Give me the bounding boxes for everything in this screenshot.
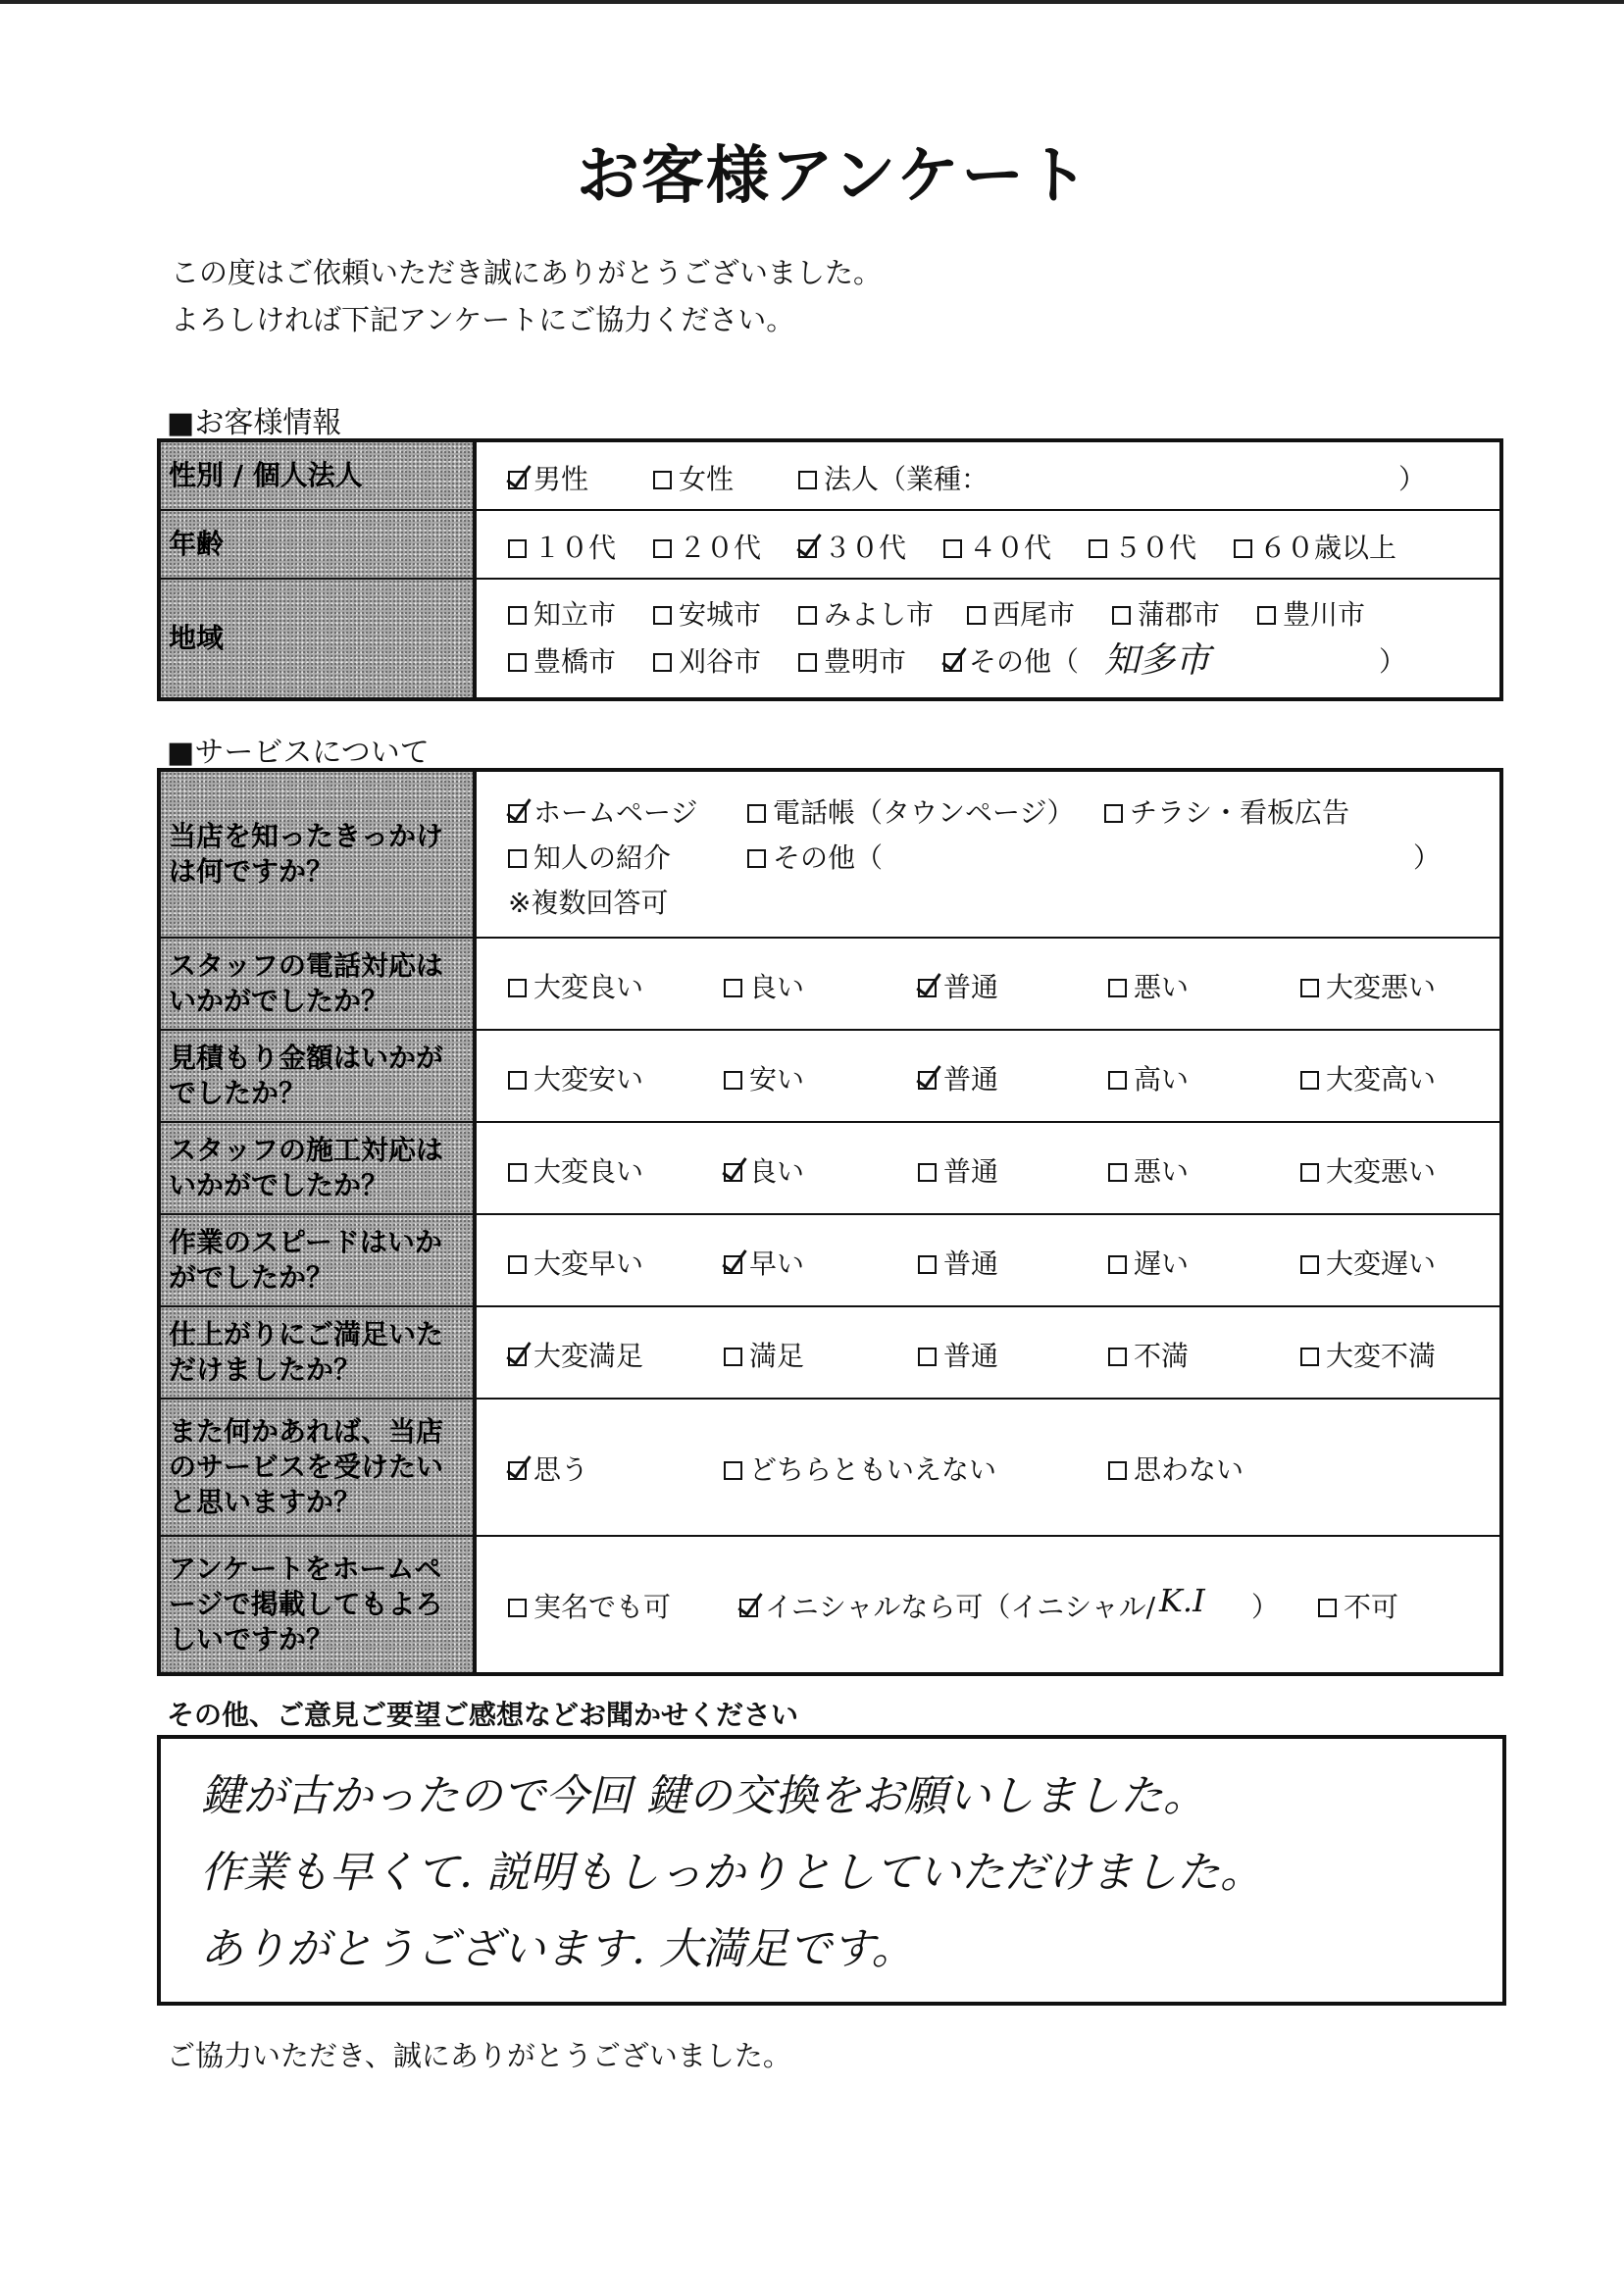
intro-line-1: この度はご依頼いただき誠にありがとうございました。 — [171, 256, 883, 289]
option-referral[interactable]: 知人の紹介 — [508, 837, 671, 876]
option-nishio[interactable]: 西尾市 — [967, 593, 1075, 633]
checkbox-icon — [918, 979, 937, 997]
checkbox-icon — [967, 606, 986, 625]
checkbox-icon — [798, 539, 817, 558]
speed-label: 作業のスピードはいかがでしたか？ — [159, 1214, 475, 1306]
option-homepage[interactable]: ホームページ — [508, 791, 697, 831]
option-finish-satisfied[interactable]: 満足 — [724, 1335, 804, 1374]
estimate-label: 見積もり金額はいかがでしたか？ — [159, 1030, 475, 1122]
gender-label: 性別 / 個人法人 — [159, 440, 475, 510]
comment-box[interactable] — [157, 1735, 1506, 2006]
option-estimate-normal[interactable]: 普通 — [918, 1058, 998, 1097]
checkbox-icon — [508, 979, 527, 997]
option-estimate-very-high[interactable]: 大変高い — [1300, 1058, 1436, 1097]
checkbox-icon — [1300, 1255, 1319, 1274]
checkbox-icon — [1234, 539, 1252, 558]
close-paren: ） — [1251, 1591, 1280, 1623]
comment-line-1: 鍵が古かったので今回 鍵の交換をお願いしました。 — [200, 1771, 1206, 1821]
comment-line-3: ありがとうございます. 大満足です。 — [200, 1924, 915, 1974]
option-work-normal[interactable]: 普通 — [918, 1150, 998, 1190]
checkbox-icon — [508, 471, 527, 489]
option-again-no[interactable]: 思わない — [1108, 1449, 1243, 1488]
option-toyohashi[interactable]: 豊橋市 — [508, 640, 616, 680]
checkbox-icon — [1112, 606, 1131, 625]
option-age-60plus[interactable]: ６０歳以上 — [1234, 527, 1396, 566]
option-estimate-very-cheap[interactable]: 大変安い — [508, 1058, 643, 1097]
checkbox-icon — [918, 1255, 937, 1274]
checkbox-icon — [508, 849, 527, 868]
checkbox-icon — [798, 606, 817, 625]
checkbox-icon — [724, 1461, 742, 1480]
checkbox-icon — [1318, 1599, 1337, 1617]
checkbox-icon — [508, 653, 527, 672]
checkbox-icon — [653, 539, 672, 558]
option-toyoake[interactable]: 豊明市 — [798, 640, 906, 680]
checkbox-icon — [747, 804, 766, 823]
option-age-20s[interactable]: ２０代 — [653, 527, 761, 566]
option-chiryu[interactable]: 知立市 — [508, 593, 616, 633]
checkbox-icon — [724, 1071, 742, 1090]
finish-label: 仕上がりにご満足いただけましたか？ — [159, 1306, 475, 1399]
checkbox-icon — [739, 1599, 758, 1617]
checkbox-icon — [1108, 1071, 1127, 1090]
checkbox-icon — [747, 849, 766, 868]
intro-line-2: よろしければ下記アンケートにご協力ください。 — [171, 303, 795, 336]
option-gamagori[interactable]: 蒲郡市 — [1112, 593, 1220, 633]
checkbox-icon — [1108, 979, 1127, 997]
checkbox-icon — [653, 606, 672, 625]
option-again-neutral[interactable]: どちらともいえない — [724, 1449, 996, 1488]
option-publish-initials[interactable]: イニシャルなら可（イニシャル/ — [739, 1586, 1155, 1625]
checkbox-icon — [653, 471, 672, 489]
option-work-very-bad[interactable]: 大変悪い — [1300, 1150, 1436, 1190]
publish-initials-value: K.I — [1159, 1582, 1205, 1619]
section-service: ■サービスについて — [167, 736, 430, 770]
option-speed-slow[interactable]: 遅い — [1108, 1243, 1189, 1282]
option-phonebook[interactable]: 電話帳（タウンページ） — [747, 791, 1074, 831]
checkbox-icon — [508, 1348, 527, 1366]
option-male[interactable]: 男性 — [508, 458, 588, 497]
top-rule — [0, 0, 1624, 4]
checkbox-icon — [918, 1163, 937, 1182]
checkbox-icon — [724, 979, 742, 997]
checkbox-icon — [508, 606, 527, 625]
publish-label: アンケートをホームページで掲載してもよろしいですか？ — [159, 1536, 475, 1674]
region-label: 地域 — [159, 579, 475, 699]
option-work-bad[interactable]: 悪い — [1108, 1150, 1189, 1190]
checkbox-icon — [918, 1071, 937, 1090]
option-age-10s[interactable]: １０代 — [508, 527, 616, 566]
checkbox-icon — [943, 539, 962, 558]
option-publish-no[interactable]: 不可 — [1318, 1586, 1398, 1625]
checkbox-icon — [508, 1163, 527, 1182]
close-paren: ） — [1398, 463, 1427, 495]
work-label: スタッフの施工対応はいかがでしたか？ — [159, 1122, 475, 1214]
option-finish-very-satisfied[interactable]: 大変満足 — [508, 1335, 643, 1374]
option-speed-normal[interactable]: 普通 — [918, 1243, 998, 1282]
section-customer-info: ■お客様情報 — [167, 406, 342, 440]
checkbox-icon — [724, 1348, 742, 1366]
checkbox-icon — [1108, 1255, 1127, 1274]
how-found-label: 当店を知ったきっかけは何ですか？ — [159, 770, 475, 938]
checkbox-icon — [1089, 539, 1107, 558]
checkbox-icon — [1300, 1163, 1319, 1182]
option-phone-very-good[interactable]: 大変良い — [508, 966, 643, 1005]
checkbox-icon — [724, 1255, 742, 1274]
option-phone-very-bad[interactable]: 大変悪い — [1300, 966, 1436, 1005]
option-female[interactable]: 女性 — [653, 458, 734, 497]
checkbox-icon — [508, 539, 527, 558]
option-age-30s[interactable]: ３０代 — [798, 527, 906, 566]
option-speed-very-slow[interactable]: 大変遅い — [1300, 1243, 1436, 1282]
checkbox-icon — [1108, 1163, 1127, 1182]
comment-line-2: 作業も早くて. 説明もしっかりとしていただけました。 — [200, 1848, 1263, 1898]
region-other-value: 知多市 — [1104, 640, 1211, 681]
close-paren: ） — [1413, 841, 1442, 874]
option-work-good[interactable]: 良い — [724, 1150, 804, 1190]
close-paren: ） — [1379, 645, 1407, 678]
option-age-40s[interactable]: ４０代 — [943, 527, 1051, 566]
age-label: 年齢 — [159, 510, 475, 579]
checkbox-icon — [798, 471, 817, 489]
option-region-other[interactable]: その他（ — [943, 640, 1079, 680]
option-flyer[interactable]: チラシ・看板広告 — [1104, 791, 1349, 831]
checkbox-icon — [508, 804, 527, 823]
page-title: お客様アンケート — [576, 140, 1091, 213]
option-estimate-cheap[interactable]: 安い — [724, 1058, 804, 1097]
service-table — [157, 768, 1503, 1676]
checkbox-icon — [1257, 606, 1276, 625]
option-speed-fast[interactable]: 早い — [724, 1243, 804, 1282]
checkbox-icon — [653, 653, 672, 672]
again-label: また何かあれば、当店のサービスを受けたいと思いますか？ — [159, 1399, 475, 1536]
checkbox-icon — [508, 1461, 527, 1480]
footer-thanks: ご協力いただき、誠にありがとうございました。 — [167, 2039, 791, 2072]
multiple-answers-note: ※複数回答可 — [508, 887, 669, 919]
checkbox-icon — [724, 1163, 742, 1182]
option-phone-normal[interactable]: 普通 — [918, 966, 998, 1005]
checkbox-icon — [1300, 1348, 1319, 1366]
checkbox-icon — [508, 1599, 527, 1617]
option-toyokawa[interactable]: 豊川市 — [1257, 593, 1365, 633]
option-phone-bad[interactable]: 悪い — [1108, 966, 1189, 1005]
phone-label: スタッフの電話対応はいかがでしたか？ — [159, 938, 475, 1030]
option-corporate[interactable]: 法人（業種： — [798, 458, 989, 497]
checkbox-icon — [1300, 979, 1319, 997]
option-speed-very-fast[interactable]: 大変早い — [508, 1243, 643, 1282]
option-phone-good[interactable]: 良い — [724, 966, 804, 1005]
option-age-50s[interactable]: ５０代 — [1089, 527, 1196, 566]
option-estimate-high[interactable]: 高い — [1108, 1058, 1189, 1097]
comment-heading: その他、ご意見ご要望ご感想などお聞かせください — [167, 1699, 799, 1731]
option-work-very-good[interactable]: 大変良い — [508, 1150, 643, 1190]
option-miyoshi[interactable]: みよし市 — [798, 593, 934, 633]
option-publish-real-name[interactable]: 実名でも可 — [508, 1586, 671, 1625]
checkbox-icon — [508, 1071, 527, 1090]
checkbox-icon — [798, 653, 817, 672]
option-finish-unsatisfied[interactable]: 不満 — [1108, 1335, 1189, 1374]
option-kariya[interactable]: 刈谷市 — [653, 640, 761, 680]
option-finish-normal[interactable]: 普通 — [918, 1335, 998, 1374]
checkbox-icon — [508, 1255, 527, 1274]
option-anjo[interactable]: 安城市 — [653, 593, 761, 633]
checkbox-icon — [1300, 1071, 1319, 1090]
option-how-found-other[interactable]: その他（ — [747, 837, 883, 876]
option-again-yes[interactable]: 思う — [508, 1449, 588, 1488]
customer-info-table — [157, 438, 1503, 701]
checkbox-icon — [1108, 1461, 1127, 1480]
checkbox-icon — [918, 1348, 937, 1366]
checkbox-icon — [1104, 804, 1123, 823]
checkbox-icon — [1108, 1348, 1127, 1366]
option-finish-very-unsatisfied[interactable]: 大変不満 — [1300, 1335, 1436, 1374]
checkbox-icon — [943, 653, 962, 672]
